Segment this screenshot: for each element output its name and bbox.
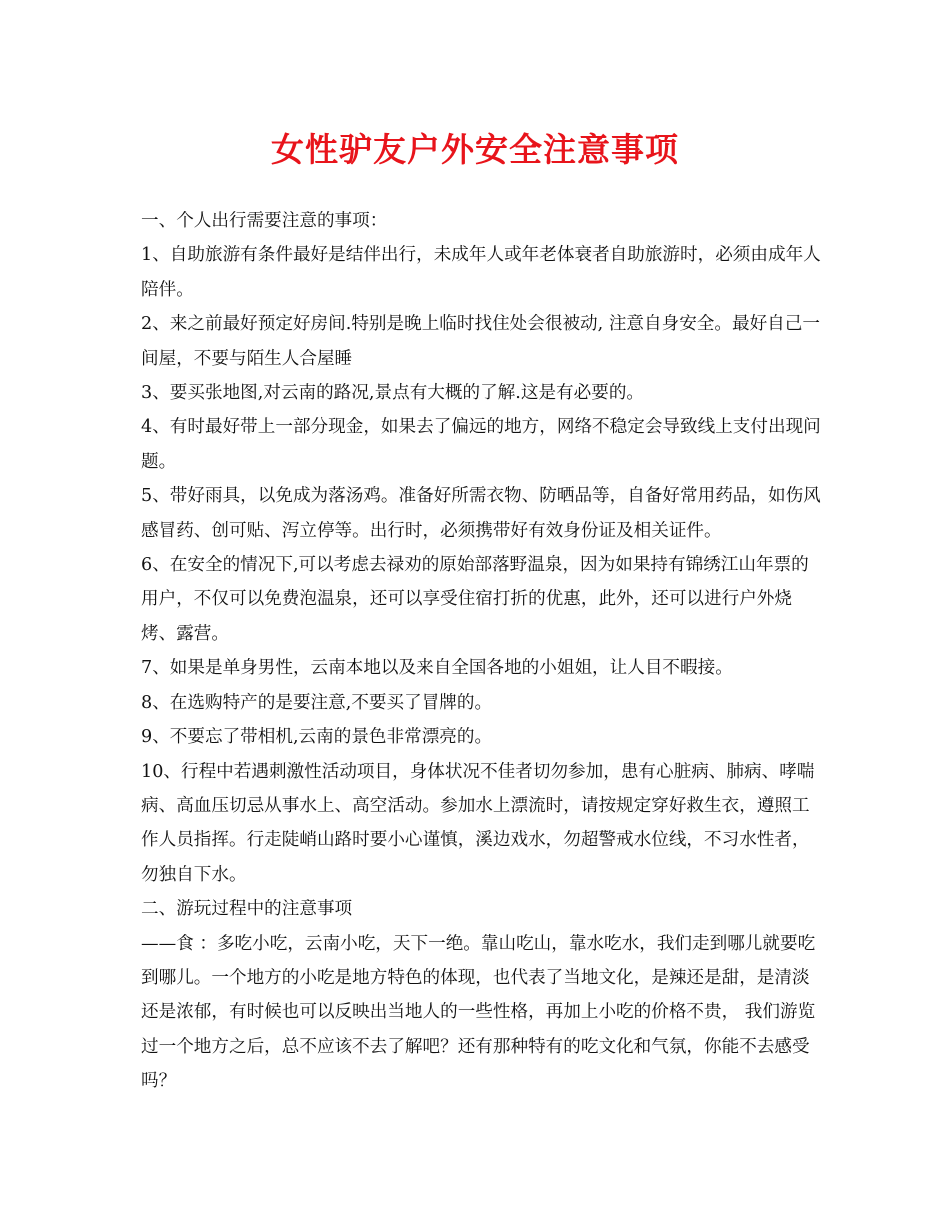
- paragraph-item-1: 1、自助旅游有条件最好是结伴出行，未成年人或年老体衰者自助旅游时，必须由成年人陪伴。: [141, 245, 821, 300]
- paragraph-item-5: 5、带好雨具，以免成为落汤鸡。准备好所需衣物、防晒品等，自备好常用药品，如伤风感冒药、创可贴、泻立停等。出行时，必须携带好有效身份证及相关证件。: [141, 486, 821, 541]
- section-heading-personal: 一、个人出行需要注意的事项：: [141, 211, 388, 231]
- paragraph-item-7: 7、如果是单身男性，云南本地以及来自全国各地的小姐姐，让人目不暇接。: [141, 658, 733, 679]
- paragraph-item-10: 10、行程中若遇刺激性活动项目，身体状况不佳者切勿参加，患有心脏病、肺病、哮喘病、高血压切忌从事水上、高空活动。参加水上漂流时，请按规定穿好救生衣，遵照工作人员指挥。行走陡峭山路时要小心谨慎，溪边戏水，勿超警戒水位线，不习水性者，勿独自下水。: [141, 761, 815, 885]
- paragraph-item-4: 4、有时最好带上一部分现金，如果去了偏远的地方，网络不稳定会导致线上支付出现问题。: [141, 417, 821, 472]
- paragraph-item-3: 3、要买张地图,对云南的路况,景点有大概的了解.这是有必要的。: [141, 383, 645, 404]
- paragraph-item-2: 2、来之前最好预定好房间.特别是晚上临时找住处会很被动, 注意自身安全。最好自己一间屋，不要与陌生人合屋睡: [141, 314, 820, 369]
- paragraph-food: ——食 ：多吃小吃，云南小吃，天下一绝。靠山吃山，靠水吃水，我们走到哪儿就要吃到哪儿。一个地方的小吃是地方特色的体现，也代表了当地文化，是辣还是甜，是清淡还是浓郁，有时候也可以反映出当地人的一些性格，再加上小吃的价格不贵， 我们游览过一个地方之后，总不应该不去了解吧？还有那种特有的吃文化和气氛，你能不去感受吗？: [141, 933, 816, 1092]
- section-heading-travel: 二、游玩过程中的注意事项: [141, 899, 353, 920]
- document-body: [141, 204, 821, 1099]
- paragraph-item-9: 9、不要忘了带相机,云南的景色非常漂亮的。: [141, 727, 493, 748]
- paragraph-item-6: 6、在安全的情况下,可以考虑去禄劝的原始部落野温泉，因为如果持有锦绣江山年票的用户，不仅可以免费泡温泉，还可以享受住宿打折的优惠，此外，还可以进行户外烧烤、露营。: [141, 555, 809, 644]
- page-title: 女性驴友户外安全注意事项: [271, 130, 679, 169]
- paragraph-item-8: 8、在选购特产的是要注意,不要买了冒牌的。: [141, 692, 493, 713]
